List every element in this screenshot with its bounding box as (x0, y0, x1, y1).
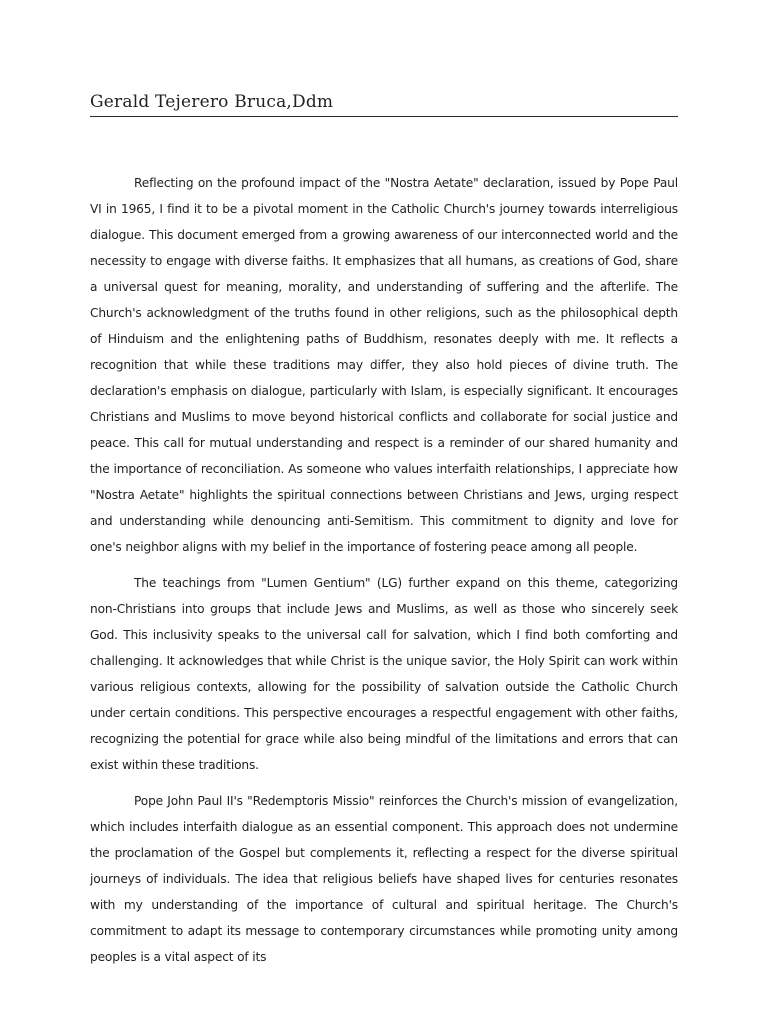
document-body (90, 170, 678, 980)
author-name: Gerald Tejerero Bruca,Ddm (90, 92, 334, 112)
paragraph-redemptoris-missio: Pope John Paul II's "Redemptoris Missio" reinforces the Church's mission of evangelization, which includes interfaith dialogue as an essential component. This approach does not undermine the proclamation of the Gospel but complements it, reflecting a respect for the diverse spiritual journeys of individuals. The idea that religious beliefs have shaped lives for centuries resonates with my understanding of the importance of cultural and spiritual heritage. The Church's commitment to adapt its message to contemporary circumstances while promoting unity among peoples is a vital aspect of its (90, 794, 678, 964)
paragraph-nostra-aetate: Reflecting on the profound impact of the "Nostra Aetate" declaration, issued by Pope Paul VI in 1965, I find it to be a pivotal moment in the Catholic Church's journey towards interreligious dialogue. This document emerged from a growing awareness of our interconnected world and the necessity to engage with diverse faiths. It emphasizes that all humans, as creations of God, share a universal quest for meaning, morality, and understanding of suffering and the afterlife. The Church's acknowledgment of the truths found in other religions, such as the philosophical depth of Hinduism and the enlightening paths of Buddhism, resonates deeply with me. It reflects a recognition that while these traditions may differ, they also hold pieces of divine truth. The declaration's emphasis on dialogue, particularly with Islam, is especially significant. It encourages Christians and Muslims to move beyond historical conflicts and collaborate for social justice and peace. This call for mutual understanding and respect is a reminder of our shared humanity and the importance of reconciliation. As someone who values interfaith relationships, I appreciate how "Nostra Aetate" highlights the spiritual connections between Christians and Jews, urging respect and understanding while denouncing anti-Semitism. This commitment to dignity and love for one's neighbor aligns with my belief in the importance of fostering peace among all people. (90, 176, 678, 554)
page-header (90, 90, 678, 117)
paragraph-lumen-gentium: The teachings from "Lumen Gentium" (LG) further expand on this theme, categorizing non-Christians into groups that include Jews and Muslims, as well as those who sincerely seek God. This inclusivity speaks to the universal call for salvation, which I find both comforting and challenging. It acknowledges that while Christ is the unique savior, the Holy Spirit can work within various religious contexts, allowing for the possibility of salvation outside the Catholic Church under certain conditions. This perspective encourages a respectful engagement with other faiths, recognizing the potential for grace while also being mindful of the limitations and errors that can exist within these traditions. (90, 576, 678, 772)
